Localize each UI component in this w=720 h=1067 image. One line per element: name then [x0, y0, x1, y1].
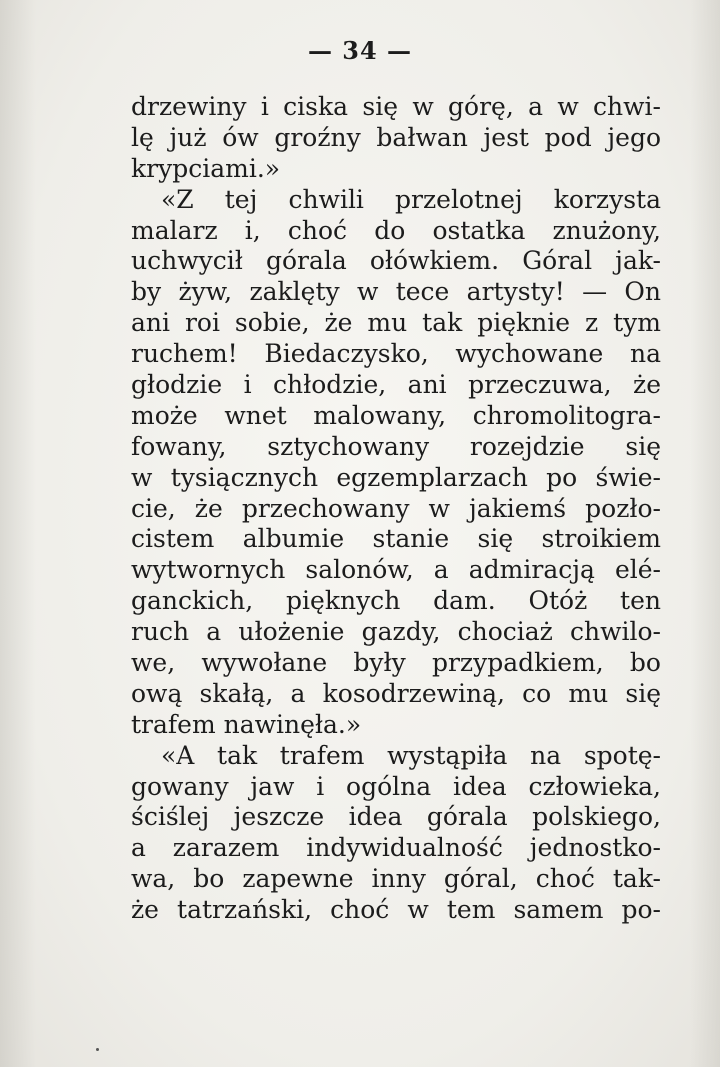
text-line: «Z tej chwili przelotnej korzysta: [161, 184, 661, 214]
text-line: by żyw, zaklęty w tece artysty! — On: [131, 277, 661, 307]
text-line: a zarazem indywidualność jednostko-: [131, 833, 661, 863]
text-line: ruchem! Biedaczysko, wychowane na: [131, 339, 661, 369]
text-line: ową skałą, a kosodrzewiną, co mu się: [131, 678, 661, 708]
text-line: malarz i, choć do ostatka znużony,: [131, 215, 661, 245]
text-line: cistem albumie stanie się stroikiem: [131, 524, 661, 554]
paper-speck: [96, 1048, 99, 1051]
page-edge-shadow-left: [0, 0, 36, 1067]
text-line: drzewiny i ciska się w górę, a w chwi-: [131, 92, 661, 121]
text-line: w tysiącznych egzemplarzach po świe-: [131, 462, 661, 492]
page-number: — 34 —: [307, 36, 413, 65]
text-line: fowany, sztychowany rozejdzie się: [131, 431, 661, 461]
text-line: ani roi sobie, że mu tak pięknie z tym: [131, 308, 661, 338]
text-line: ściślej jeszcze idea górala polskiego,: [131, 802, 661, 832]
text-line: cie, że przechowany w jakiemś pozło-: [131, 493, 661, 523]
text-line: we, wywołane były przypadkiem, bo: [131, 648, 661, 678]
text-line: głodzie i chłodzie, ani przeczuwa, że: [131, 370, 661, 400]
text-line: może wnet malowany, chromolitogra-: [131, 400, 661, 430]
text-line: krypciami.»: [131, 153, 281, 183]
body-text: [131, 92, 661, 926]
text-line: ganckich, pięknych dam. Otóż ten: [131, 586, 661, 616]
text-line: wa, bo zapewne inny góral, choć tak-: [131, 864, 661, 894]
text-line: ruch a ułożenie gazdy, chociaż chwilo-: [131, 617, 661, 647]
text-line: «A tak trafem wystąpiła na spotę-: [161, 740, 661, 770]
text-line: trafem nawinęła.»: [131, 709, 362, 739]
text-line: uchwycił górala ołówkiem. Góral jak-: [131, 246, 661, 276]
page-edge-shadow-right: [690, 0, 720, 1067]
text-line: lę już ów groźny bałwan jest pod jego: [131, 122, 661, 152]
text-line: że tatrzański, choć w tem samem po-: [131, 895, 661, 925]
text-line: gowany jaw i ogólna idea człowieka,: [131, 771, 661, 801]
text-line: wytwornych salonów, a admiracją elé-: [131, 555, 661, 585]
